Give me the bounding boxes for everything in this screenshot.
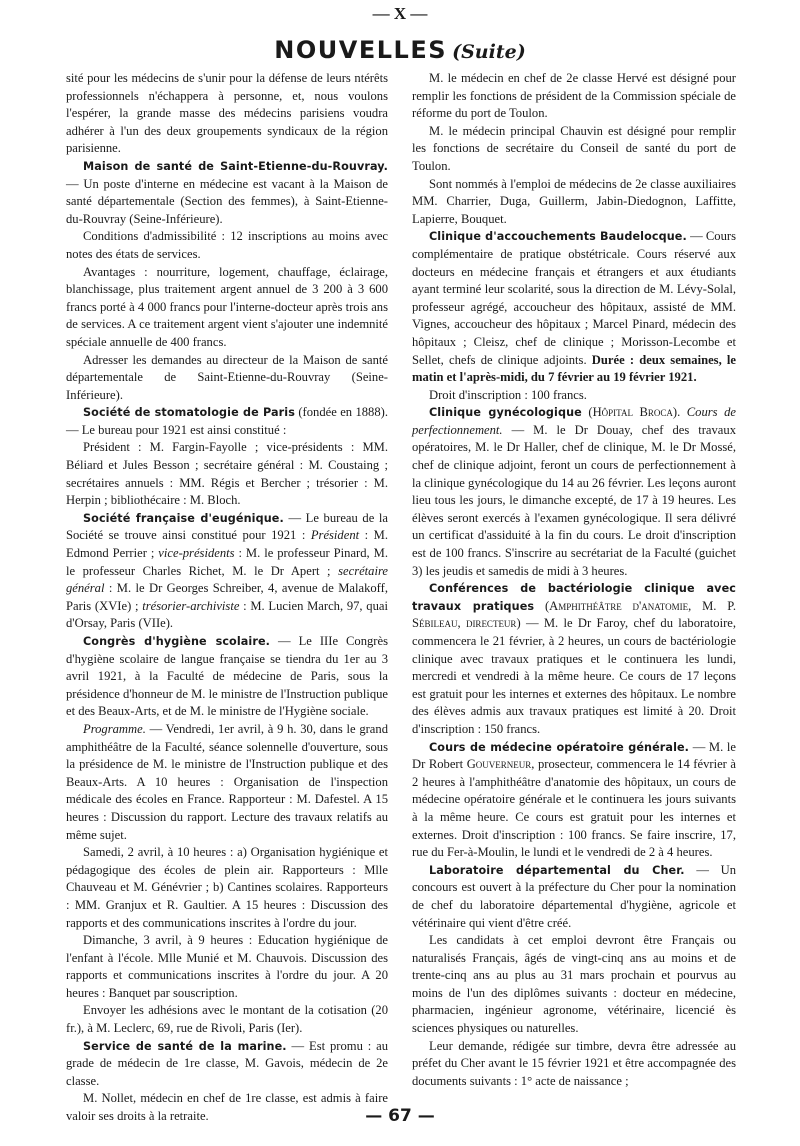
stomatologie-paragraph [66, 404, 388, 439]
gyneco-heading: Clinique gynécologique [429, 406, 582, 420]
gyneco-hopital: (Hôpital Broca). [588, 405, 681, 420]
medop-text-1: — M. le Dr Robert [412, 739, 736, 772]
auxiliaires-paragraph: Sont nommés à l'emploi de médecins de 2e classe auxiliaires MM. Charrier, Duga, Guillerm, Jabin-Diedognon, Laffitte, Lapierre, Bouquet. [412, 176, 736, 226]
roman-folio: — X — [372, 4, 428, 23]
bacterio-paragraph [412, 580, 736, 738]
gyneco-text: — M. le Dr Douay, chef des travaux opératoires, M. le Dr Haller, chef de clinique, M. le Dr Mossé, chef de clinique adjoint, feront un cours de perfectionnement à la clinique gynécologique du 14 au 26 février. Les leçons auront lieu tous les jours, le dimanche excepté, de 17 à 19 heures. Les élèves seront exercés à l'examen gynécologique. Il sera délivré un certificat d'assiduité à la fin du cours. Le droit d'inscription est de 100 francs. S'inscrire au secrétariat de la Faculté (guichet 3) les jeudis et samedis de midi à 3 heures. [412, 422, 736, 578]
demande-paragraph: Leur demande, rédigée sur timbre, devra être adressée au préfet du Cher avant le 15 février 1921 et être accompagnée des documents suivants : 1° acte de naissance ; [412, 1038, 736, 1088]
bacterio-heading: Conférences de bactériologie clinique avec travaux pratiques [412, 582, 736, 613]
bacterio-text: — M. le Dr Faroy, chef du laboratoire, commencera le 21 février, à 2 heures, un cours de bactériologie clinique avec travaux pratiques et le continuera les lundi, mercredi et vendredi à la même heure. Ce cours de 17 leçons est gratuit pour les internes et externes des hôpitaux. Le nombre des élèves admis aux travaux pratiques est limité à 20. Droit d'inscription : 150 francs. [412, 616, 736, 736]
bacterio-amphi: (Amphithéâtre d'anatomie, M. P. Sébileau, directeur) [412, 598, 736, 631]
title-suite: (Suite) [452, 41, 526, 63]
envoyer-paragraph: Envoyer les adhésions avec le montant de la cotisation (20 fr.), à M. Leclerc, 69, rue de Rivoli, Paris (Ier). [66, 1003, 388, 1036]
congres-heading: Congrès d'hygiène scolaire. [83, 635, 271, 648]
labo-heading: Laboratoire départemental du Cher. [429, 863, 685, 877]
title-main: NOUVELLES [274, 36, 447, 64]
avantages-paragraph: Avantages : nourriture, logement, chauffage, éclairage, blanchissage, plus traitement argent annuel de 3 200 à 3 600 francs porté à 4 000 francs pour l'interne-docteur après trois ans de services. A ce traitement argent vient s'ajouter une indemnité spéciale annuelle de 400 francs. [66, 264, 388, 349]
baudelocque-droit: Droit d'inscription : 100 francs. [429, 387, 587, 402]
right-column [412, 70, 736, 1090]
left-column [66, 70, 389, 1124]
nollet-paragraph: M. Nollet, médecin en chef de 1re classe, est admis à faire valoir ses droits à la retraite. [66, 1091, 388, 1124]
marine-heading: Service de santé de la marine. [83, 1039, 287, 1053]
eugenique-paragraph [66, 510, 388, 633]
baudelocque-text: — Cours complémentaire de pratique obstétricale. Cours réservé aux docteurs en médecine français et étrangers et aux étudiants ayant terminé leur scolarité, sous la direction de M. Lévy-Solal, professeur agrégé, accoucheur des hôpitaux, assisté de MM. Vignes, accoucheur des hôpitaux ; Marcel Pinard, médecin des hôpitaux ; Cleisz, chef de clinique ; Morisson-Lecombe et Sellet, chefs de clinique adjoints. [412, 229, 736, 367]
candidats-paragraph: Les candidats à cet emploi devront être Français ou naturalisés Français, âgés de vingt-cinq ans au moins et de trente-cinq ans au plus au 31 mars prochain et pourvus au moins de l'un des diplômes suivants : docteur en médecine, pharmacien, ingénieur agronome, vétérinaire, licencié ès sciences physiques ou naturelles. [412, 933, 736, 1036]
baudelocque-heading: Clinique d'accouchements Baudelocque. [429, 230, 687, 244]
maison-sante-text: — Un poste d'interne en médecine est vacant à la Maison de santé départementale (Section des femmes), à Saint-Etienne-du-Rouvray (Seine-Inférieure). [66, 176, 388, 226]
medop-name: Gouverneur [466, 757, 532, 772]
samedi-paragraph: Samedi, 2 avril, à 10 heures : a) Organisation hygiénique et pédagogique des écoles de plein air. Rapporteurs : Mlle Chauveau et M. Génévrier ; b) Cantines scolaires. Rapporteurs : MM. Granjux et R. Gaultier. A 15 heures : Discussion des rapports et des communications inscrites à l'ordre du jour. [66, 845, 388, 930]
marine-paragraph [66, 1038, 388, 1091]
stomatologie-heading: Société de stomatologie de Paris [83, 406, 295, 420]
baudelocque-duree: Durée : deux semaines, le matin et l'après-midi, du 7 février au 19 février 1921. [412, 352, 736, 385]
programme-text: — Vendredi, 1er avril, à 9 h. 30, dans le grand amphithéâtre de la Faculté, séance solennelle d'ouverture, sous la présidence de M. le ministre de l'Instruction publique et des Beaux-Arts. A 10 heures : Organisation de l'inspection médicale des écoles en France. Rapporteur : M. Dafestel. A 15 heures : Discussion du rapport. Lecture des travaux relatifs au même sujet. [66, 721, 388, 842]
labo-paragraph [412, 862, 736, 932]
chauvin-paragraph: M. le médecin principal Chauvin est désigné pour remplir les fonctions de secrétaire du Conseil de santé du port de Toulon. [412, 123, 736, 173]
page-number: — 67 — [365, 1106, 435, 1126]
congres-paragraph [66, 633, 388, 721]
eugenique-president-label: Président [310, 528, 360, 543]
eugenique-heading: Société française d'eugénique. [83, 511, 284, 525]
eugenique-text-1: — Le bureau de la Société se trouve ainsi constitué pour 1921 : [66, 510, 389, 543]
eugenique-ta-label: trésorier-archiviste [142, 598, 240, 613]
baudelocque-paragraph [412, 228, 736, 386]
conditions-paragraph: Conditions d'admissibilité : 12 inscriptions au moins avec notes des états de services. [66, 229, 388, 261]
programme-label: Programme. [83, 721, 146, 736]
eugenique-sg-label: secrétaire général [66, 563, 388, 596]
stomatologie-bureau: Président : M. Fargin-Fayolle ; vice-présidents : MM. Béliard et Jules Besson ; secrétaire général : M. Coustaing ; secrétaires annuels : MM. Régis et Bercher ; trésorier : M. Herpin ; bibliothécaire : M. Bloch. [66, 440, 388, 508]
gyneco-cours-label: Cours de perfectionnement. [412, 405, 736, 437]
intro-paragraph: sité pour les médecins de s'unir pour la défense de leurs ntérêts professionnels n'échappera à personne, et, nous voulons l'espérer, la grande masse des médecins parisiens voudra adhérer à l'un des deux groupements syndicaux de la région parisienne. [66, 71, 388, 156]
section-title [0, 36, 800, 64]
eugenique-vp-label: vice-présidents [158, 546, 235, 561]
medop-text-2: , prosecteur, commencera le 14 février à 2 heures à l'amphithéâtre d'anatomie des hôpitaux, un cours de médecine opératoire générale et le continuera les jours suivants à la même heure. Ce cours est gratuit pour les internes et externes. Droit d'inscription : 100 francs. Se faire inscrire, 17, rue du Fer-à-Moulin, le lundi et le vendredi de 2 à 4 heures. [412, 757, 736, 860]
medop-heading: Cours de médecine opératoire générale. [429, 740, 690, 754]
dimanche-paragraph: Dimanche, 3 avril, à 9 heures : Education hygiénique de l'enfant à l'école. Mlle Munié et M. Chauvois. Discussion des rapports et communications inscrites à l'ordre du jour. A 20 heures : Banquet par souscription. [66, 933, 388, 1000]
eugenique-text-3: : M. le professeur Pinard, M. le professeur Charles Richet, M. le Dr Apert ; [66, 546, 388, 578]
congres-text: — Le IIIe Congrès d'hygiène scolaire de langue française se tiendra du 1er au 3 avril 1921, à la Faculté de médecine de Paris, sous la présidence d'honneur de M. le ministre de l'Instruction publique et des Beaux-Arts, et de M. le ministre de l'Hygiène sociale. [66, 634, 388, 719]
labo-text: — Un concours est ouvert à la préfecture du Cher pour la nomination de chef du laboratoire départemental d'hygiène, agricole et vétérinaire qui vient d'être créé. [412, 862, 736, 930]
eugenique-text-4: : M. le Dr Georges Schreiber, 4, avenue de Malakoff, Paris (XVIe) ; [66, 581, 388, 613]
maison-sante-paragraph [66, 158, 388, 228]
programme-paragraph [66, 721, 388, 844]
gyneco-paragraph [412, 404, 736, 580]
maison-sante-heading: Maison de santé de Saint-Etienne-du-Rouvray. [83, 159, 388, 173]
medop-paragraph [412, 739, 736, 862]
marine-text: — Est promu : au grade de médecin de 1re classe, M. Gavois, médecin de 2e classe. [66, 1038, 388, 1088]
adresser-paragraph: Adresser les demandes au directeur de la Maison de santé départementale de Saint-Etienne-du-Rouvray (Seine-Inférieure). [66, 352, 388, 402]
herve-paragraph: M. le médecin en chef de 2e classe Hervé est désigné pour remplir les fonctions de président de la Commission spéciale de réforme du port de Toulon. [412, 71, 736, 121]
stomatologie-text: (fondée en 1888). — Le bureau pour 1921 est ainsi constitué : [66, 405, 388, 437]
eugenique-text-2: : M. Edmond Perrier ; [66, 528, 388, 561]
eugenique-text-5: : M. Lucien March, 97, quai d'Orsay, Paris (VIIe). [66, 598, 388, 631]
